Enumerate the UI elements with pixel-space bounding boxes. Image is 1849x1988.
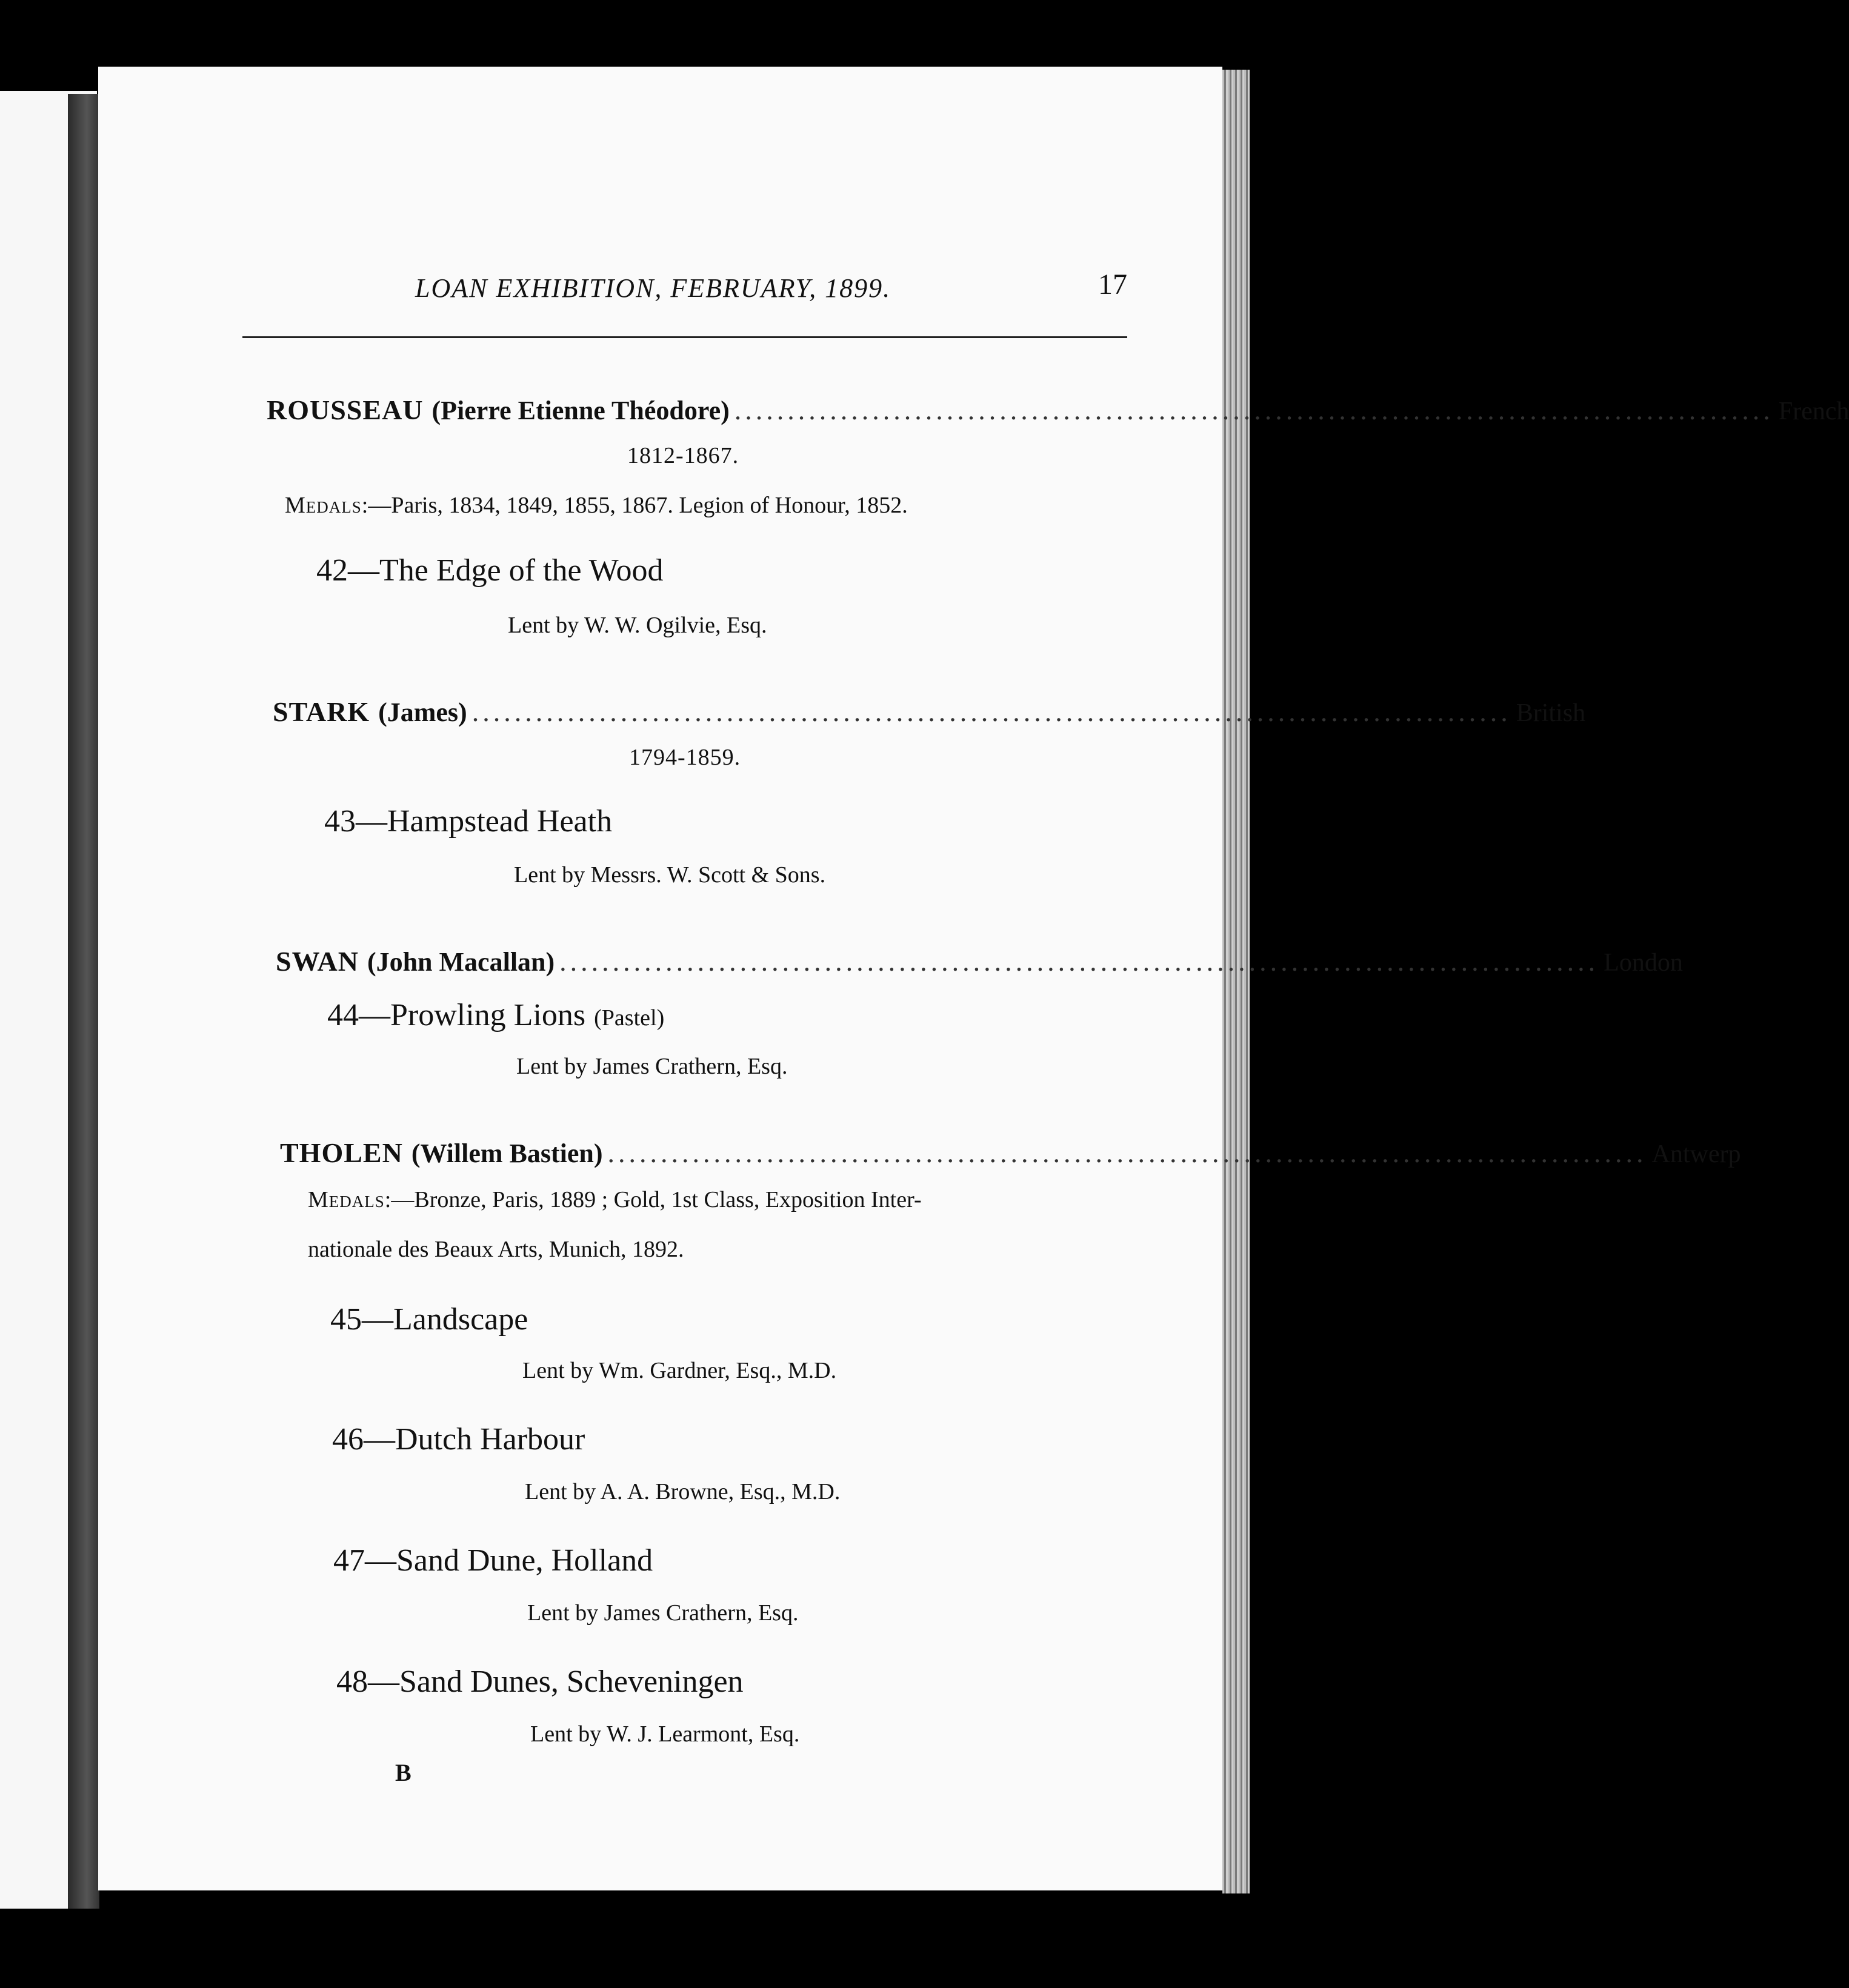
artist-nationality: London [1604,949,1683,977]
work-title: 44—Prowling Lions [327,998,586,1032]
artist-nationality: French [1778,397,1849,425]
work-lender: Lent by James Crathern, Esq. [527,1600,799,1626]
medals-label: Medals [308,1187,385,1212]
artist-heading-swan [276,945,1683,977]
artist-surname: ROUSSEAU [267,394,424,425]
page-edge-stack [1222,70,1250,1893]
header-rule [242,336,1127,338]
artist-heading-stark [273,696,1586,728]
medals-text: :—Paris, 1834, 1849, 1855, 1867. Legion of Honour, 1852. [361,493,908,518]
work-title: 43—Hampstead Heath [324,804,613,839]
work-title: 46—Dutch Harbour [332,1422,585,1457]
artist-heading-tholen [280,1137,1741,1169]
leader-dots: .................................................................................................. [607,1137,1647,1168]
work-lender: Lent by W. W. Ogilvie, Esq. [508,613,767,638]
artist-medals [308,1186,922,1213]
page-header [242,268,1127,315]
artist-heading-rousseau [267,394,1849,426]
leader-dots: .................................................................................................. [734,394,1774,425]
work-title: 47—Sand Dune, Holland [333,1543,653,1578]
work-title: 48—Sand Dunes, Scheveningen [336,1664,744,1699]
leader-dots: .................................................................................................. [471,696,1511,727]
artist-dates: 1794-1859. [629,745,741,770]
book-gutter [68,94,99,1909]
medals-text: :—Bronze, Paris, 1889 ; Gold, 1st Class, Exposition Inter- [384,1187,922,1212]
artist-nationality: Antwerp [1651,1140,1741,1168]
artist-medals [285,492,908,519]
artist-given-names: (John Macallan) [367,947,555,977]
work-title-line [327,997,664,1033]
work-title: 45—Landscape [330,1302,528,1337]
artist-nationality: British [1516,699,1586,727]
work-lender: Lent by Messrs. W. Scott & Sons. [514,862,826,888]
medals-label: Medals [285,493,362,518]
running-title: LOAN EXHIBITION, FEBRUARY, 1899. [415,273,891,303]
artist-medals-continued: nationale des Beaux Arts, Munich, 1892. [308,1237,684,1262]
artist-surname: STARK [273,696,370,727]
artist-given-names: (James) [378,697,467,727]
leader-dots: .................................................................................................. [559,946,1599,977]
work-lender: Lent by Wm. Gardner, Esq., M.D. [522,1358,837,1383]
artist-surname: SWAN [276,946,359,977]
artist-dates: 1812-1867. [627,443,739,468]
work-medium: (Pastel) [594,1005,665,1031]
work-lender: Lent by W. J. Learmont, Esq. [530,1721,800,1747]
page-number: 17 [1098,268,1127,301]
signature-mark: B [395,1759,411,1786]
work-lender: Lent by James Crathern, Esq. [516,1054,788,1079]
work-title: 42—The Edge of the Wood [316,553,664,588]
artist-given-names: (Willem Bastien) [411,1139,603,1168]
work-lender: Lent by A. A. Browne, Esq., M.D. [525,1479,841,1504]
artist-given-names: (Pierre Etienne Théodore) [431,396,730,425]
artist-surname: THOLEN [280,1137,403,1168]
